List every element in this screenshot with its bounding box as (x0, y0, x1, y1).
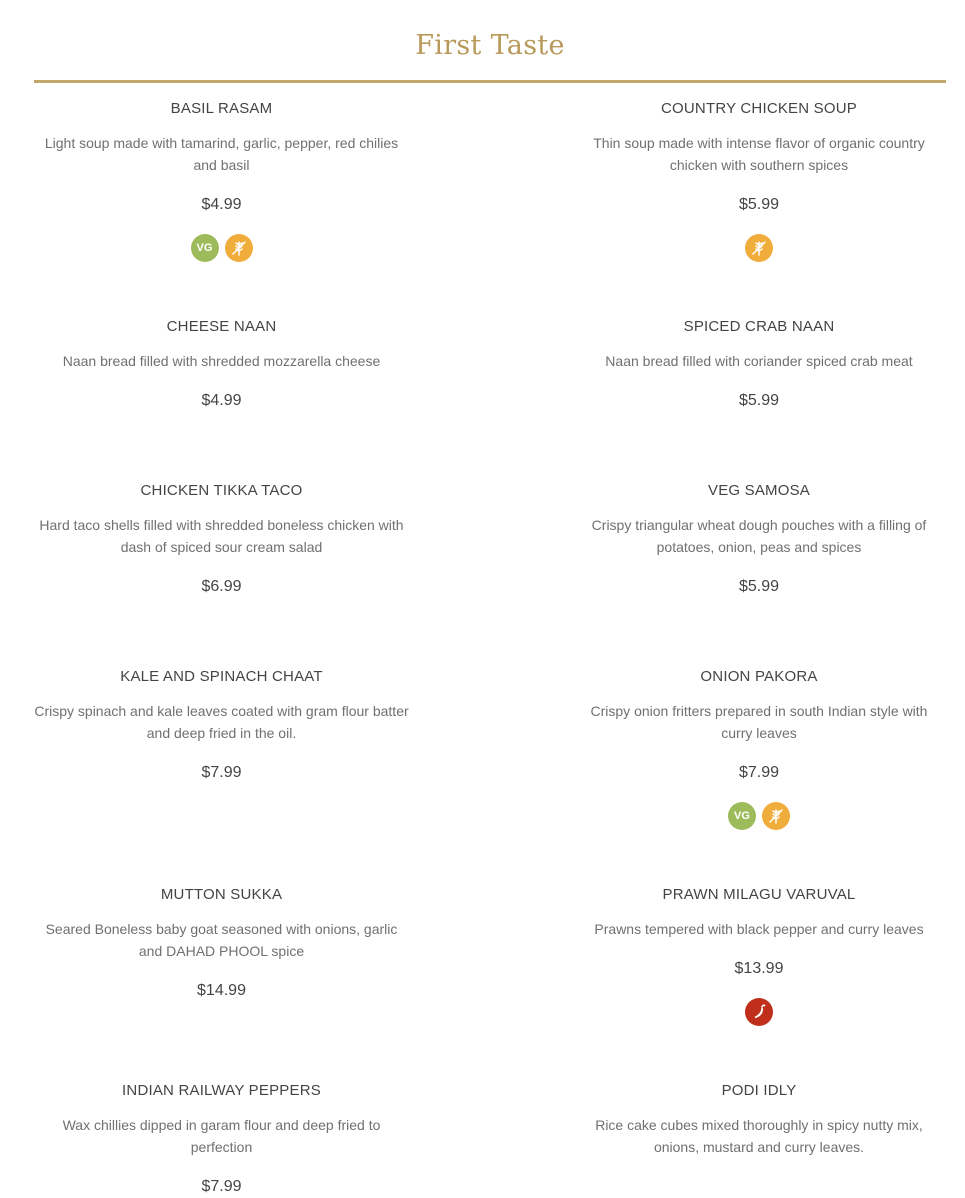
menu-item-name: ONION PAKORA (700, 668, 818, 685)
menu-item-spiced-crab-naan (577, 316, 941, 412)
vegan-badge: VG (728, 802, 756, 830)
menu-item-description: Crispy spinach and kale leaves coated with gram flour batter and deep fried in the oil. (34, 703, 409, 741)
dietary-badges (577, 234, 941, 262)
menu-item-price: $7.99 (201, 1178, 242, 1195)
menu-item-price: $14.99 (197, 982, 246, 999)
dietary-badges (577, 998, 941, 1026)
gluten-free-icon (225, 234, 253, 262)
menu-item-price: $7.99 (201, 764, 242, 781)
menu-item-price: $5.99 (738, 196, 780, 213)
menu-item-mutton-sukka (34, 884, 409, 1002)
menu-item-price: $6.99 (201, 578, 242, 595)
menu-item-price: $7.99 (738, 764, 780, 781)
gluten-free-icon (745, 234, 773, 262)
dietary-badges (34, 234, 409, 262)
menu-item-prawn-milagu-varuval (577, 884, 941, 1026)
menu-item-description: Wax chillies dipped in garam flour and deep fried to perfection (62, 1117, 381, 1155)
menu-item-chicken-tikka-taco (34, 480, 409, 598)
menu-item-name: MUTTON SUKKA (160, 886, 283, 903)
menu-item-onion-pakora (577, 666, 941, 830)
menu-item-description: Prawns tempered with black pepper and curry leaves (594, 921, 924, 937)
menu-item-description: Naan bread filled with coriander spiced crab meat (605, 353, 913, 369)
menu-item-price: $4.99 (201, 392, 242, 409)
menu-item-name: PRAWN MILAGU VARUVAL (662, 886, 856, 903)
title-divider (34, 80, 946, 83)
menu-item-price: $4.99 (201, 196, 242, 213)
chili-pepper-icon (745, 998, 773, 1026)
menu-item-basil-rasam (34, 98, 409, 262)
menu-item-name: CHEESE NAAN (166, 318, 277, 335)
menu-item-description: Rice cake cubes mixed thoroughly in spicy nutty mix, onions, mustard and curry leaves. (595, 1117, 923, 1155)
menu-item-name: PODI IDLY (721, 1082, 797, 1099)
menu-item-description: Crispy triangular wheat dough pouches with a filling of potatoes, onion, peas and spices (591, 517, 927, 555)
menu-item-description: Naan bread filled with shredded mozzarella cheese (62, 353, 381, 369)
menu-item-kale-and-spinach-chaat (34, 666, 409, 784)
menu-item-name: COUNTRY CHICKEN SOUP (661, 100, 857, 117)
menu-item-description: Hard taco shells filled with shredded boneless chicken with dash of spiced sour cream salad (39, 517, 404, 555)
section-title: First Taste (415, 30, 565, 61)
menu-item-name: VEG SAMOSA (707, 482, 811, 499)
dietary-badges (577, 802, 941, 830)
menu-item-price: $13.99 (734, 960, 784, 977)
menu-item-name: BASIL RASAM (170, 100, 273, 117)
menu-item-name: CHICKEN TIKKA TACO (140, 482, 303, 499)
menu-item-price: $5.99 (738, 578, 780, 595)
menu-item-name: SPICED CRAB NAAN (683, 318, 835, 335)
menu-item-podi-idly (577, 1080, 941, 1158)
menu-item-price: $5.99 (738, 392, 780, 409)
menu-item-name: KALE AND SPINACH CHAAT (120, 668, 323, 685)
vegan-badge: VG (191, 234, 219, 262)
menu-item-description: Crispy onion fritters prepared in south Indian style with curry leaves (590, 703, 928, 741)
gluten-free-icon (762, 802, 790, 830)
menu-item-description: Seared Boneless baby goat seasoned with onions, garlic and DAHAD PHOOL spice (45, 921, 398, 959)
menu-item-name: INDIAN RAILWAY PEPPERS (122, 1082, 321, 1099)
menu-item-country-chicken-soup (577, 98, 941, 262)
menu-item-indian-railway-peppers (34, 1080, 409, 1198)
menu-item-description: Thin soup made with intense flavor of organic country chicken with southern spices (593, 135, 925, 173)
menu-item-veg-samosa (577, 480, 941, 598)
menu-item-description: Light soup made with tamarind, garlic, pepper, red chilies and basil (44, 135, 399, 173)
menu-item-cheese-naan (34, 316, 409, 412)
